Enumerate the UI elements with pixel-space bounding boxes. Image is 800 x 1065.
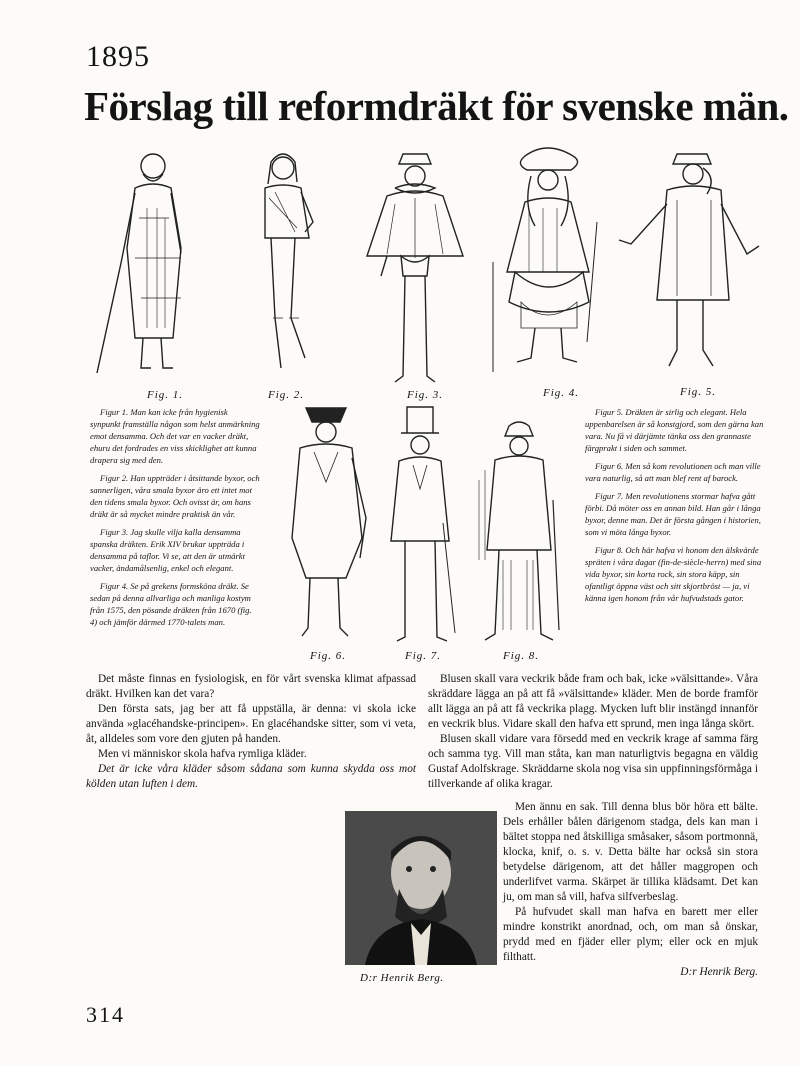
caption-figur-2: Figur 2. Han uppträder i åtsittande byxor, och sannerligen, våra smala byxor äro ett intet mot den tidens smala byxor. Och ovisst är, om hans dräkt är så mycket mindre praktisk än vår. <box>90 473 260 519</box>
caption-figur-8: Figur 8. Och här hafva vi honom den älskvärde spräten i våra dagar (fin-de-siècle-herrn) med sina vida byxor, sin korta rock, sin stora käpp, sin ofantligt öppna väst och sitt skjortbröst — ja, vi känna igen honom från vår hufvudstads gator. <box>585 545 762 603</box>
figure-7-illustration <box>383 403 458 646</box>
figure-1-label: Fig. 1. <box>147 389 184 401</box>
signature-text: D:r Henrik Berg. <box>680 966 758 978</box>
body-column-right-top <box>428 672 758 792</box>
page-number: 314 <box>86 1002 125 1027</box>
figure-7-label: Fig. 7. <box>405 650 442 662</box>
caption-figur-7: Figur 7. Men revolutionens stormar hafva gått förbi. Då möter oss en annan bild. Han går i långa byxor, denne man. Det är första gången i historien, som vi möta långa byxor. <box>585 491 761 537</box>
paragraph: Blusen skall vidare vara försedd med en veckrik krage af samma färg och samma tyg. Vill man ståta, kan man naturligtvis begagna en väldig Gustaf Adolfskrage. Skräddarne skola nog visa sin uppfinningsförmåga i tillverkande af olika kragar. <box>428 733 758 790</box>
figure-6-label: Fig. 6. <box>310 650 347 662</box>
figure-1-greek-illustration <box>95 148 205 380</box>
figure-5-rococo-illustration <box>615 144 765 376</box>
author-signature <box>503 965 758 980</box>
captions-left <box>90 406 260 634</box>
figure-8-fin-de-siecle-illustration <box>475 420 565 646</box>
year-heading: 1895 <box>86 40 150 73</box>
caption-figur-5: Figur 5. Dräkten är sirlig och elegant. Hela uppenbarelsen är så konstgjord, som den gärna kan vara. Nu få vi därjämte tänka oss den grannaste färgprakt i siden och sammet. <box>585 407 764 453</box>
captions-right <box>585 406 765 610</box>
caption-figur-1: Figur 1. Man kan icke från hygienisk synpunkt framställa någon som helst anmärkning emot densamma. Och det var en vacker dräkt, ehuru det fordrades en viss skicklighet att kunna drapera sig med den. <box>90 407 260 465</box>
portrait-photo <box>345 811 497 965</box>
figure-5-label: Fig. 5. <box>680 386 717 398</box>
paragraph: Den första sats, jag ber att få uppställa, är denna: vi skola icke använda »glacéhandske-principen». En glacéhandske sitter, som vi veta, åt, alldeles som vore den gjuten på handen. <box>86 703 416 745</box>
paragraph: Det måste finnas en fysiologisk, en för vårt svenska klimat afpassad dräkt. Hvilken kan det vara? <box>86 673 416 700</box>
paragraph: Det är icke våra kläder såsom sådana som kunna skydda oss mot kölden utan luften i dem. <box>86 763 416 790</box>
body-column-left <box>86 672 416 792</box>
paragraph: På hufvudet skall man hafva en barett mer eller mindre konstrikt anordnad, och, om man så önskar, prydd med en fjäder eller plym; eller ock en mjuk filthatt. <box>503 906 758 963</box>
figure-8-label: Fig. 8. <box>503 650 540 662</box>
paragraph: Men vi människor skola hafva rymliga kläder. <box>98 748 307 760</box>
paragraph: Men ännu en sak. Till denna blus bör höra ett bälte. Dels erhåller bålen därigenom stadga, dels kan man i bältet stoppa ned åtskilliga småsaker, såsom portmonnä, klocka, knif, o. s. v. Detta bälte har också sin stora betydelse därigenom, att det håller maggropen och underlifvet varma. Skärpet är tillika klädsamt. Det kan ju, om man så vill, hafva silfverbeslag. <box>503 801 758 903</box>
figure-6-revolution-illustration <box>278 398 373 646</box>
figure-3-spanish-illustration <box>365 146 465 388</box>
figure-4-label: Fig. 4. <box>543 387 580 399</box>
caption-figur-4: Figur 4. Se på grekens formsköna dräkt. Se sedan på denna allvarliga och manliga kostym från 1575, den pösande dräkten från 1670 (fig. 4) och jämför därmed 1770-talets man. <box>90 581 252 627</box>
figure-4-baroque-illustration <box>485 142 610 382</box>
paragraph: Blusen skall vara veckrik både fram och bak, icke »välsittande». Våra skräddare lägga an på att få »välsittande» kläder. Men de borde framför allt lägga an på att få veckrika plagg. Mycken luft blir instängd innanför en veckrik blus. Vidare skall den hafva ett sprund, men inga långa skört. <box>428 673 758 730</box>
figure-3-label: Fig. 3. <box>407 389 444 401</box>
figure-2-label: Fig. 2. <box>268 389 305 401</box>
portrait-caption: D:r Henrik Berg. <box>360 972 444 984</box>
figure-2-illustration <box>245 148 320 383</box>
body-column-right-narrow <box>503 800 758 980</box>
page-title: Förslag till reformdräkt för svenske män. <box>84 83 789 129</box>
caption-figur-6: Figur 6. Men så kom revolutionen och man ville vara naturlig, så att man blef rent af barock. <box>585 461 761 483</box>
caption-figur-3: Figur 3. Jag skulle vilja kalla densamma spanska dräkten. Erik XIV brukar uppträda i densamma på taflor. Vi se, att den är utmärkt vacker, ändamålsenlig, enkel och elegant. <box>90 527 245 573</box>
